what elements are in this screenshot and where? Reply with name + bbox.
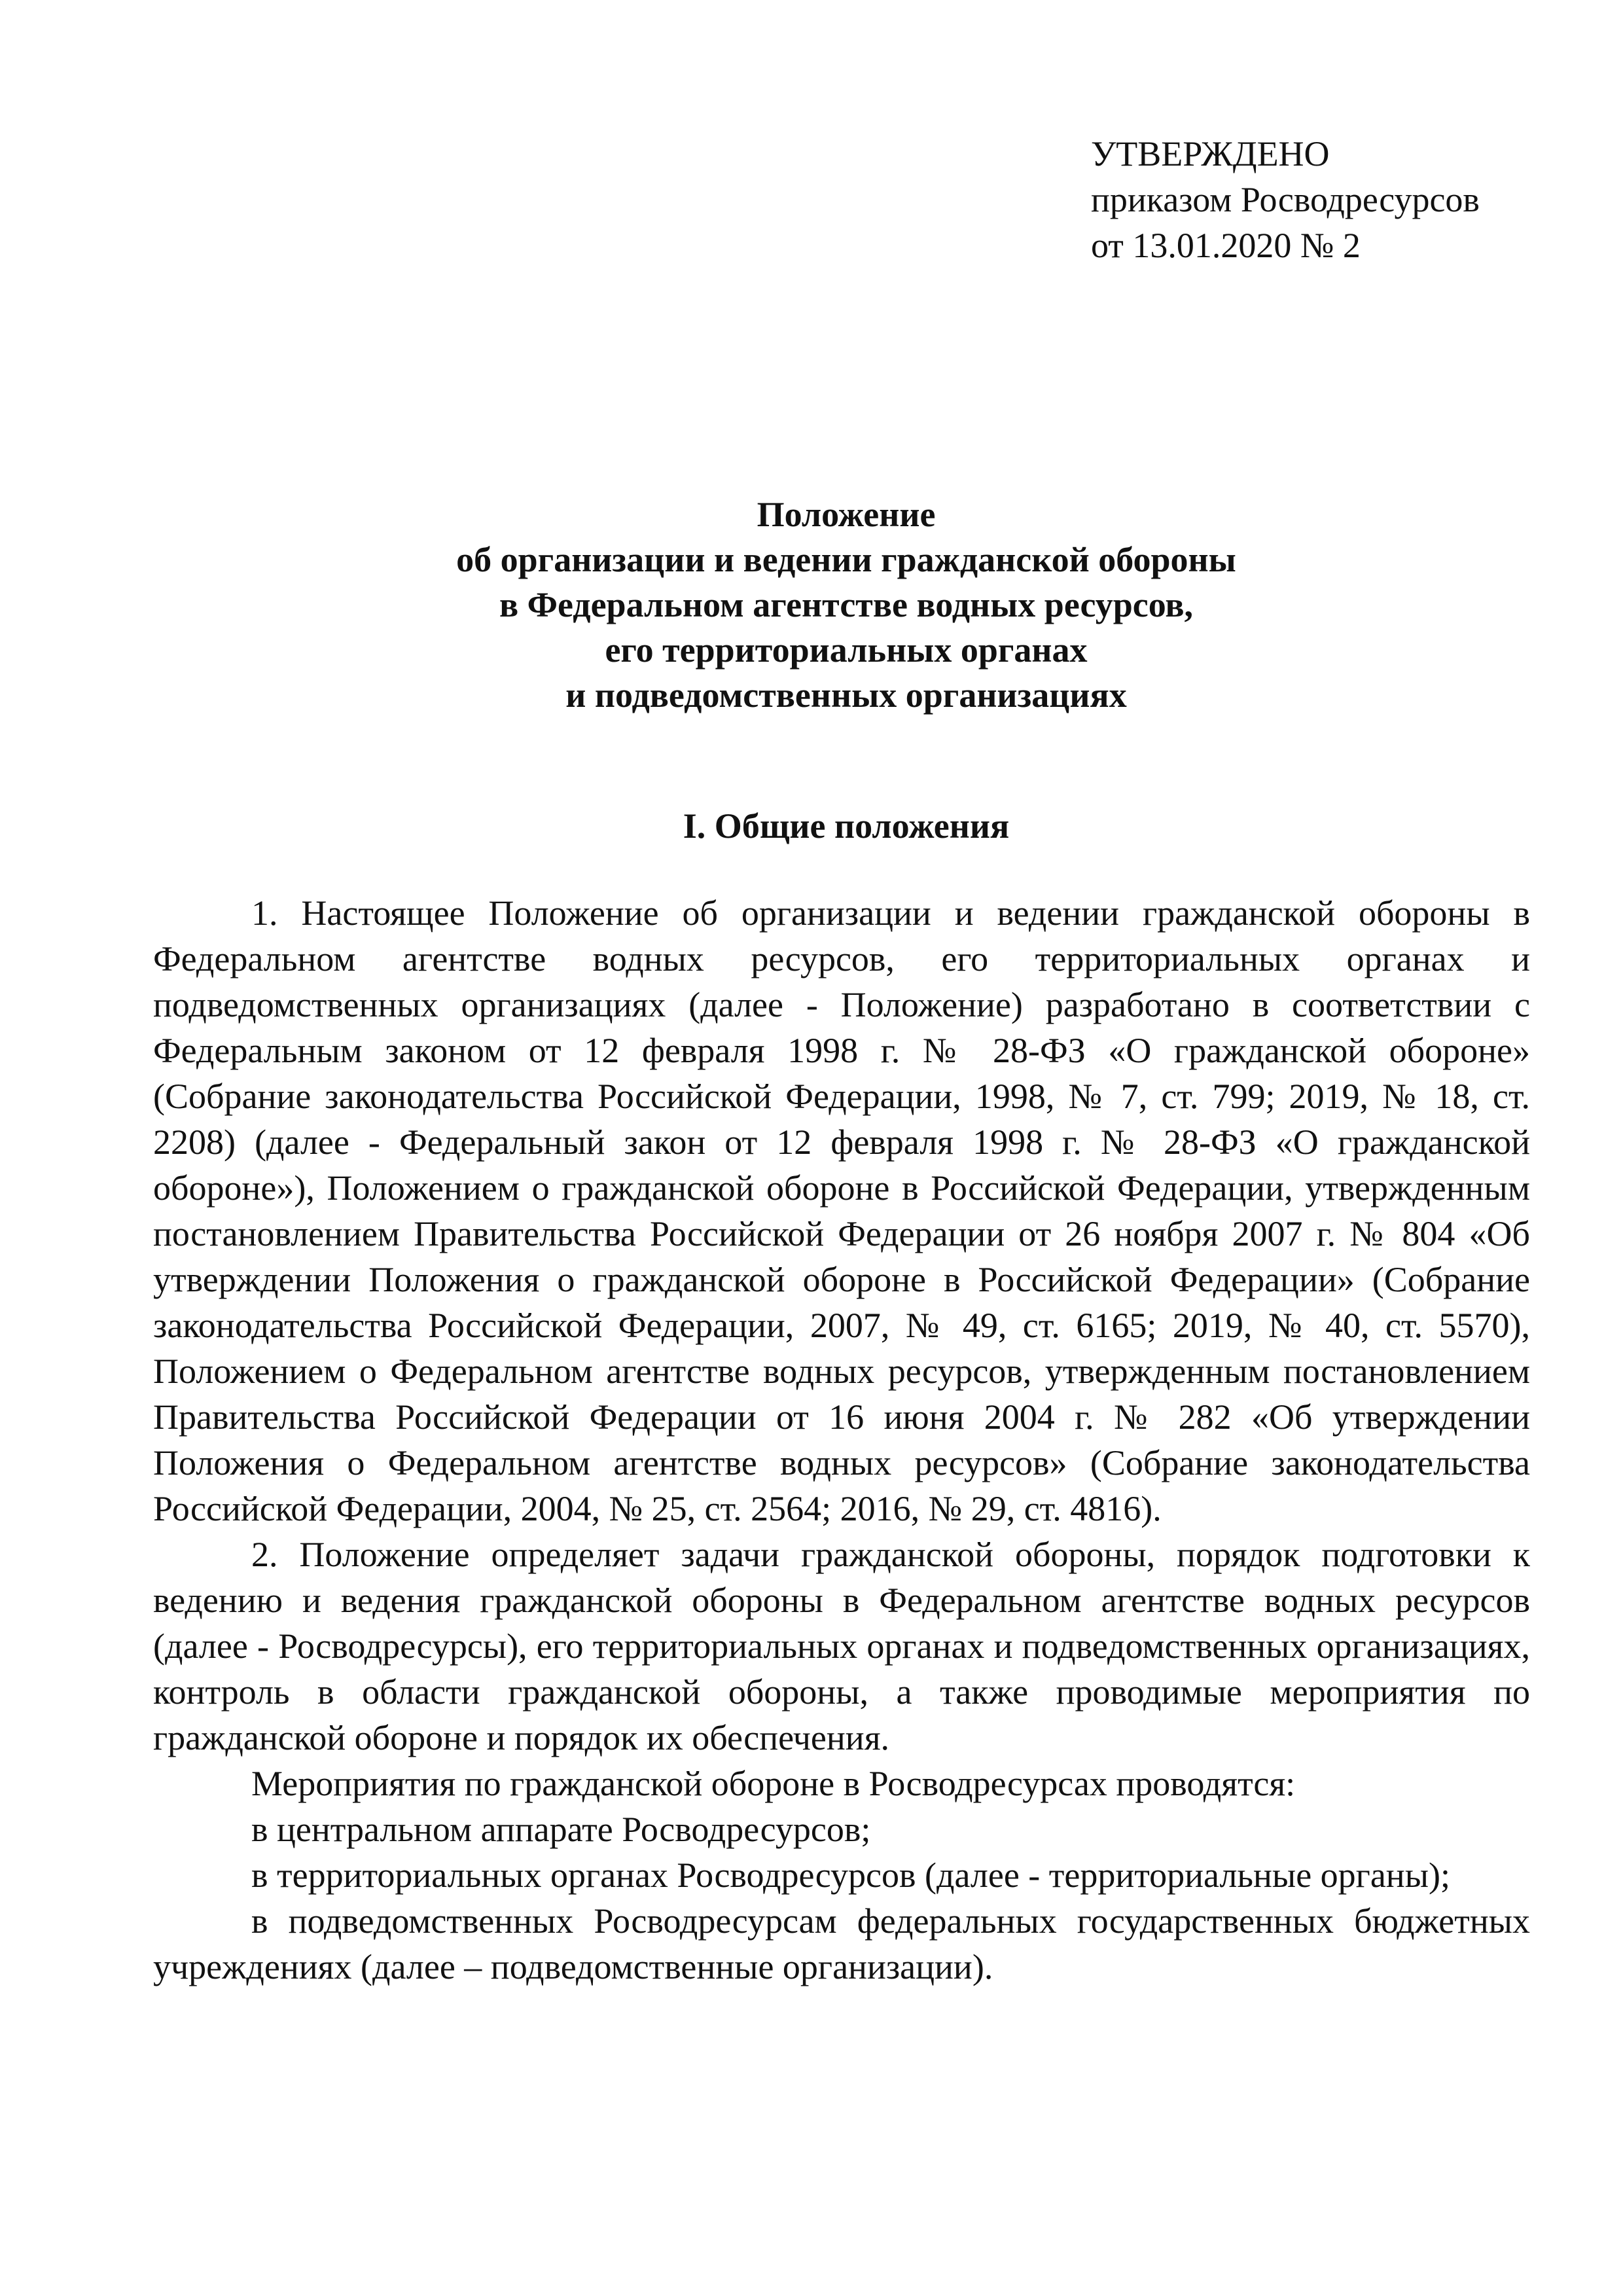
list-item: в центральном аппарате Росводресурсов; <box>251 1810 871 1849</box>
title-line-5: и подведомственных организациях <box>565 675 1127 715</box>
title-line-1: Положение <box>757 495 936 534</box>
section-heading: I. Общие положения <box>683 806 1010 846</box>
title-line-2: об организации и ведении гражданской обороны <box>456 540 1236 579</box>
list-item: в подведомственных Росводресурсам федеральных государственных бюджетных учреждениях (далее – подведомственные организации). <box>153 1901 1530 1986</box>
document-title <box>153 492 1539 718</box>
title-line-4: его территориальных органах <box>605 630 1088 670</box>
title-line-3: в Федеральном агентстве водных ресурсов, <box>499 585 1194 624</box>
approval-status: УТВЕРЖДЕНО <box>1091 134 1330 173</box>
approval-stamp <box>1091 131 1480 268</box>
paragraph-2: 2. Положение определяет задачи гражданской обороны, порядок подготовки к ведению и ведения гражданской обороны в Федеральном агентстве водных ресурсов (далее - Росводресурсы), его территориальных органах и подведомственных организациях, контроль в области гражданской обороны, а также проводимые мероприятия по гражданской обороне и порядок их обеспечения. <box>153 1535 1530 1757</box>
paragraph-3: Мероприятия по гражданской обороне в Росводресурсах проводятся: <box>251 1764 1296 1803</box>
approval-date: от 13.01.2020 № 2 <box>1091 226 1361 265</box>
list-item: в территориальных органах Росводресурсов (далее - территориальные органы); <box>251 1856 1450 1895</box>
approval-order: приказом Росводресурсов <box>1091 180 1480 219</box>
document-body <box>153 890 1530 1990</box>
paragraph-1: 1. Настоящее Положение об организации и ведении гражданской обороны в Федеральном агентстве водных ресурсов, его территориальных органах и подведомственных организациях (далее - Положение) разработано в соответствии с Федеральным законом от 12 февраля 1998 г. № 28-ФЗ «О гражданской обороне» (Собрание законодательства Российской Федерации, 1998, № 7, ст. 799; 2019, № 18, ст. 2208) (далее - Федеральный закон от 12 февраля 1998 г. № 28-ФЗ «О гражданской обороне»), Положением о гражданской обороне в Российской Федерации, утвержденным постановлением Правительства Российской Федерации от 26 ноября 2007 г. № 804 «Об утверждении Положения о гражданской обороне в Российской Федерации» (Собрание законодательства Российской Федерации, 2007, № 49, ст. 6165; 2019, № 40, ст. 5570), Положением о Федеральном агентстве водных ресурсов, утвержденным постановлением Правительства Российской Федерации от 16 июня 2004 г. № 282 «Об утверждении Положения о Федеральном агентстве водных ресурсов» (Собрание законодательства Российской Федерации, 2004, № 25, ст. 2564; 2016, № 29, ст. 4816). <box>153 893 1530 1528</box>
